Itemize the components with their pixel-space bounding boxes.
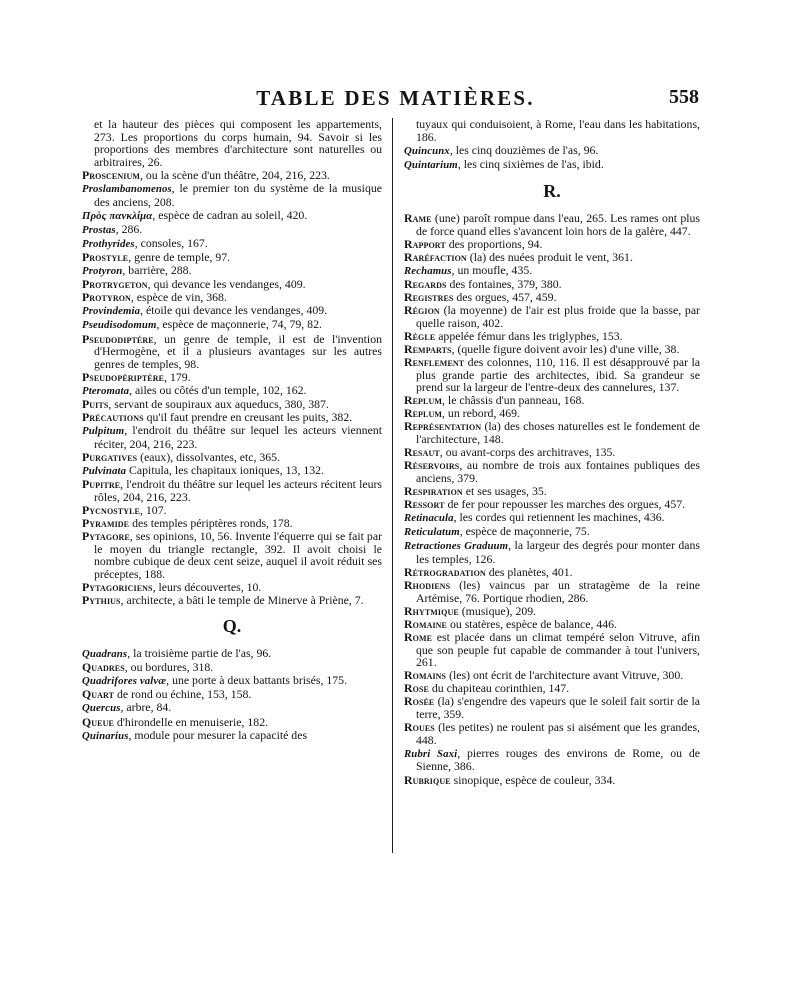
entry-text: , barrière, 288. [122,263,192,278]
entry-headword: Règle [404,328,436,343]
entry-headword: Rome [404,629,433,644]
entries-r [404,212,700,786]
index-entry [404,118,700,143]
index-entry [404,291,700,304]
entry-text: , (quelle figure doivent avoir les) d'une ville, 38. [451,341,680,356]
entry-headword: Quinarius [82,729,129,742]
entry-text: , la troisième partie de l'as, 96. [127,646,272,661]
entry-headword: Rhytmique [404,603,459,618]
index-entry [404,394,700,407]
left-column [82,118,382,743]
index-entry [82,688,382,701]
entry-text: , étoile qui devance les vendanges, 409. [140,303,328,318]
entry-text: , genre de temple, 97. [128,249,231,264]
index-entry [404,695,700,720]
index-entry [82,530,382,580]
entry-headword: Purgatives [82,449,138,464]
entry-headword: Retractiones Graduum [404,540,509,553]
entry-text: sinopique, espèce de couleur, 334. [450,772,616,787]
entry-headword: Pseudopériptère [82,369,165,384]
entry-headword: Puits [82,396,109,411]
page-header [0,86,791,116]
entries-q-continued [404,118,700,171]
entry-text: des fontaines, 379, 380. [446,276,562,291]
entry-text: (les) vaincus par un stratagème de la reine Artémise, 76. Portique rhodien, 286. [416,578,700,605]
entry-text: , ou avant-corps des architraves, 135. [439,445,616,460]
entry-text: des temples périptères ronds, 178. [129,515,293,530]
index-entry [82,424,382,450]
index-entry [404,304,700,329]
index-entry [82,209,382,223]
entry-headword: Regards [404,276,447,291]
entry-text: des orgues, 457, 459. [453,290,557,305]
entry-text: , qui devance les vendanges, 409. [147,277,306,292]
index-entry [82,674,382,688]
section-letter-r: R. [543,181,561,202]
entry-text: , 107. [140,502,167,517]
entry-text: des colonnes, 110, 116. Il est désapprouvé par la plus grande partie des architectes, ibid. Sa grandeur se prend sur la largeur de l'entre-deux des cannelures, 137. [416,355,700,395]
entry-text: , espèce de maçonnerie, 74, 79, 82. [156,317,322,332]
entry-text: , consoles, 167. [134,235,208,250]
index-entry [404,144,700,158]
entry-text: des planètes, 401. [485,565,573,579]
entry-headword: Quadrans [82,648,128,661]
entry-text: , 179. [164,369,191,384]
entry-text: Capitula, les chapitaux ioniques, 13, 132. [126,462,324,477]
running-title: TABLE DES MATIÈRES. [256,86,535,110]
entry-headword: Romains [404,668,447,683]
entry-headword: Pulvinata [82,464,127,477]
entry-text: , espèce de vin, 368. [130,290,227,305]
entry-headword: Queue [82,714,114,729]
entry-headword: Provindemia [82,305,141,318]
entry-headword: Région [404,303,440,318]
entry-text: et la hauteur des pièces qui composent les appartements, 273. Les proportions du corps humain, 94. Savoir si les proportions des membres d'architecture sont naturelles ou arbitraires, 26. [94,117,382,169]
entry-text: , 286. [115,221,143,236]
entry-headword: Replum [404,393,443,408]
entry-text: , une porte à deux battants brisés, 175. [166,673,348,688]
entry-text: , espèce de cadran au soleil, 420. [152,207,308,222]
index-entry [82,451,382,464]
index-entry [404,459,700,484]
index-entry [82,594,382,607]
entry-text: (eaux), dissolvantes, etc, 365. [137,449,281,464]
entry-text: (les petites) ne roulent pas si aisément que les grandes, 448. [416,720,700,747]
index-entry [404,669,700,682]
index-entry [82,411,382,424]
entry-headword: Pytagore [82,528,130,543]
index-entry [404,251,700,264]
index-entry [82,581,382,594]
entry-headword: Proscenium [82,167,140,182]
entry-text: , le châssis d'un panneau, 168. [442,393,585,408]
entry-headword: Renflement [404,355,465,369]
index-entry [82,278,382,291]
entry-headword: Quadres [82,660,125,675]
entry-text: , le premier ton du système de la musique des anciens, 208. [94,180,382,209]
entry-headword: Pseudodiptère [82,331,154,346]
index-entry [404,539,700,565]
index-entry [82,291,382,304]
index-entry [404,566,700,579]
entry-text: appelée fémur dans les triglyphes, 153. [435,328,623,343]
index-entry [404,498,700,511]
entry-text: , les cinq douzièmes de l'as, 96. [449,142,599,157]
entry-headword: Quintarium [404,158,458,171]
entry-headword: Proslambanomenos [82,182,172,195]
entry-headword: Pseudisodomum [82,319,157,332]
entry-text: du chapiteau corinthien, 147. [428,681,570,696]
entry-text: , un genre de temple, il est de l'invention d'Hermogène, et il a plusieurs avantages sur les autres genres de temples, 98. [94,331,382,371]
entries-p [82,118,382,606]
entry-text: d'hirondelle en menuiserie, 182. [113,714,269,729]
index-entry [404,511,700,525]
entry-text: , au nombre de trois aux fontaines publiques des anciens, 379. [416,458,700,485]
index-entry [404,485,700,498]
entry-headword: Πρὸς πανκλίμα [82,209,153,222]
entry-text: , la largeur des degrés pour monter dans les temples, 126. [416,538,700,566]
entry-headword: Représentation [404,419,482,434]
entry-text: , servant de soupiraux aux aqueducs, 380, 387. [108,396,329,411]
column-divider [392,118,393,853]
index-entry [404,682,700,695]
index-entry [404,525,700,539]
entry-headword: Prostyle [82,249,129,264]
entry-headword: Prostas [82,223,116,236]
entry-headword: Rubri Saxi [404,747,458,760]
entry-headword: Précautions [82,410,144,425]
entry-text: (les) ont écrit de l'architecture avant Vitruve, 300. [446,668,684,683]
entry-headword: Retinacula [404,512,454,525]
entry-headword: Rame [404,210,432,225]
entry-text: est placée dans un climat tempéré selon Vitruve, afin que son peuple fut capable de commander à tout l'univers, 261. [416,629,700,670]
entry-headword: Pulpitum [82,425,125,438]
entry-headword: Pteromata [82,384,130,397]
entry-headword: Respiration [404,483,463,498]
entry-text: , ou la scène d'un théâtre, 204, 216, 223. [140,167,330,182]
index-entry [82,264,382,278]
entry-text: , arbre, 84. [120,700,172,715]
entry-text: , les cordes qui retiennent les machines, 436. [453,510,665,525]
entry-text: , l'endroit du théâtre sur lequel les acteurs récitent leurs rôles, 204, 216, 223. [94,477,382,504]
index-entry [82,647,382,661]
entry-text: , espèce de maçonnerie, 75. [459,524,590,539]
index-entry [404,747,700,773]
index-entry [404,721,700,746]
entry-headword: Quart [82,687,115,702]
entry-text: qu'il faut prendre en creusant les puits, 382. [143,410,353,425]
entry-text: , les cinq sixièmes de l'as, ibid. [457,156,604,171]
index-entry [404,605,700,618]
index-entry [404,774,700,787]
entry-text: , leurs découvertes, 10. [152,579,262,594]
index-entry [82,118,382,168]
index-entry [82,661,382,674]
index-entry [82,464,382,478]
index-entry [82,251,382,264]
index-entry [404,330,700,343]
entry-headword: Registres [404,290,454,305]
entry-text: , module pour mesurer la capacité des [128,727,308,742]
entry-text: , l'endroit du théâtre sur lequel les acteurs viennent réciter, 204, 216, 223. [94,423,382,451]
entry-headword: Quadrifores valvæ [82,675,167,688]
entry-headword: Roues [404,720,435,735]
entry-headword: Reticulatum [404,526,460,539]
entry-text: (la moyenne) de l'air est plus froide que la basse, par quelle raison, 402. [416,303,700,330]
entry-headword: Protyron [82,290,131,305]
index-entry [404,420,700,445]
index-entry [404,212,700,237]
index-entry [82,701,382,715]
entry-headword: Quercus [82,702,121,715]
entries-q [82,647,382,742]
entry-text: , ses opinions, 10, 56. Invente l'équerre qui se fait par le moyen du triangle rectangle, 392. Il avoit choisi le nombre cubique de deux cent seize, auquel il avoit réduit ses préceptes, 188. [94,528,382,581]
entry-headword: Rétrogradation [404,565,486,579]
index-entry [82,504,382,517]
entry-text: , un moufle, 435. [451,262,533,277]
entry-headword: Rhodiens [404,578,451,593]
entry-headword: Quincunx [404,144,450,157]
index-entry [82,304,382,318]
entry-text: des proportions, 94. [445,236,543,251]
entry-text: ou statères, espèce de balance, 446. [447,616,617,631]
index-entry [82,478,382,503]
entry-text: , un rebord, 469. [442,406,520,421]
entry-text: (une) paroît rompue dans l'eau, 265. Les rames ont plus de force quand elles s'avancent loin hors de la galère, 447. [416,210,700,238]
entry-headword: Rose [404,681,429,696]
index-entry [82,318,382,332]
index-entry [82,237,382,251]
entry-headword: Rechamus [404,264,452,277]
entry-headword: Rubrique [404,772,451,787]
index-entry [404,631,700,669]
entry-text: , architecte, a bâti le temple de Minerve à Priène, 7. [120,592,364,607]
entry-text: tuyaux qui conduisoient, à Rome, l'eau dans les habitations, 186. [416,117,700,144]
index-entry [82,729,382,743]
section-letter-q: Q. [222,616,242,637]
index-entry [82,384,382,398]
entry-headword: Romaine [404,616,447,631]
entry-headword: Pythius [82,592,121,607]
entry-text: de fer pour repousser les marches des orgues, 457. [444,497,686,512]
entry-text: (la) des nuées produit le vent, 361. [466,249,633,264]
entry-headword: Protrygeton [82,277,148,292]
entry-headword: Protyron [82,265,123,278]
entry-text: , ailes ou côtés d'un temple, 102, 162. [129,382,307,397]
entry-headword: Remparts [404,341,452,356]
entry-headword: Prothyrides [82,237,135,250]
index-entry [404,238,700,251]
entry-headword: Pupitre [82,477,121,492]
index-entry [82,398,382,411]
entry-text: (la) s'engendre des vapeurs que le soleil fait sortir de la terre, 359. [416,694,700,722]
index-entry [404,356,700,394]
entry-text: , pierres rouges des environs de Rome, ou de Sienne, 386. [416,745,700,774]
index-entry [404,579,700,604]
index-entry [404,446,700,459]
index-entry [404,278,700,291]
entry-headword: Replum [404,406,443,421]
index-entry [404,618,700,631]
page-number: 558 [669,86,699,108]
index-entry [82,223,382,237]
entry-headword: Pyramide [82,515,130,530]
index-entry [82,371,382,384]
entry-headword: Rapport [404,236,446,251]
entry-headword: Pycnostyle [82,502,140,517]
index-entry [82,517,382,530]
index-entry [404,264,700,278]
index-entry [82,716,382,729]
entry-text: (musique), 209. [458,603,537,618]
index-entry [404,158,700,172]
right-column [404,118,700,787]
entry-headword: Réservoirs [404,458,460,473]
entry-headword: Resaut [404,445,440,460]
entry-text: (la) des choses naturelles est le fondement de l'architecture, 148. [416,419,700,447]
entry-text: de rond ou échine, 153, 158. [114,687,252,702]
entry-text: , ou bordures, 318. [124,660,214,675]
entry-headword: Pytagoriciens [82,579,153,594]
entry-headword: Ressort [404,497,445,512]
index-entry [82,182,382,208]
index-entry [82,169,382,182]
entry-text: et ses usages, 35. [462,483,547,498]
entry-headword: Rosée [404,694,435,709]
index-entry [82,333,382,371]
index-entry [404,407,700,420]
index-entry [404,343,700,356]
entry-headword: Raréfaction [404,249,467,264]
